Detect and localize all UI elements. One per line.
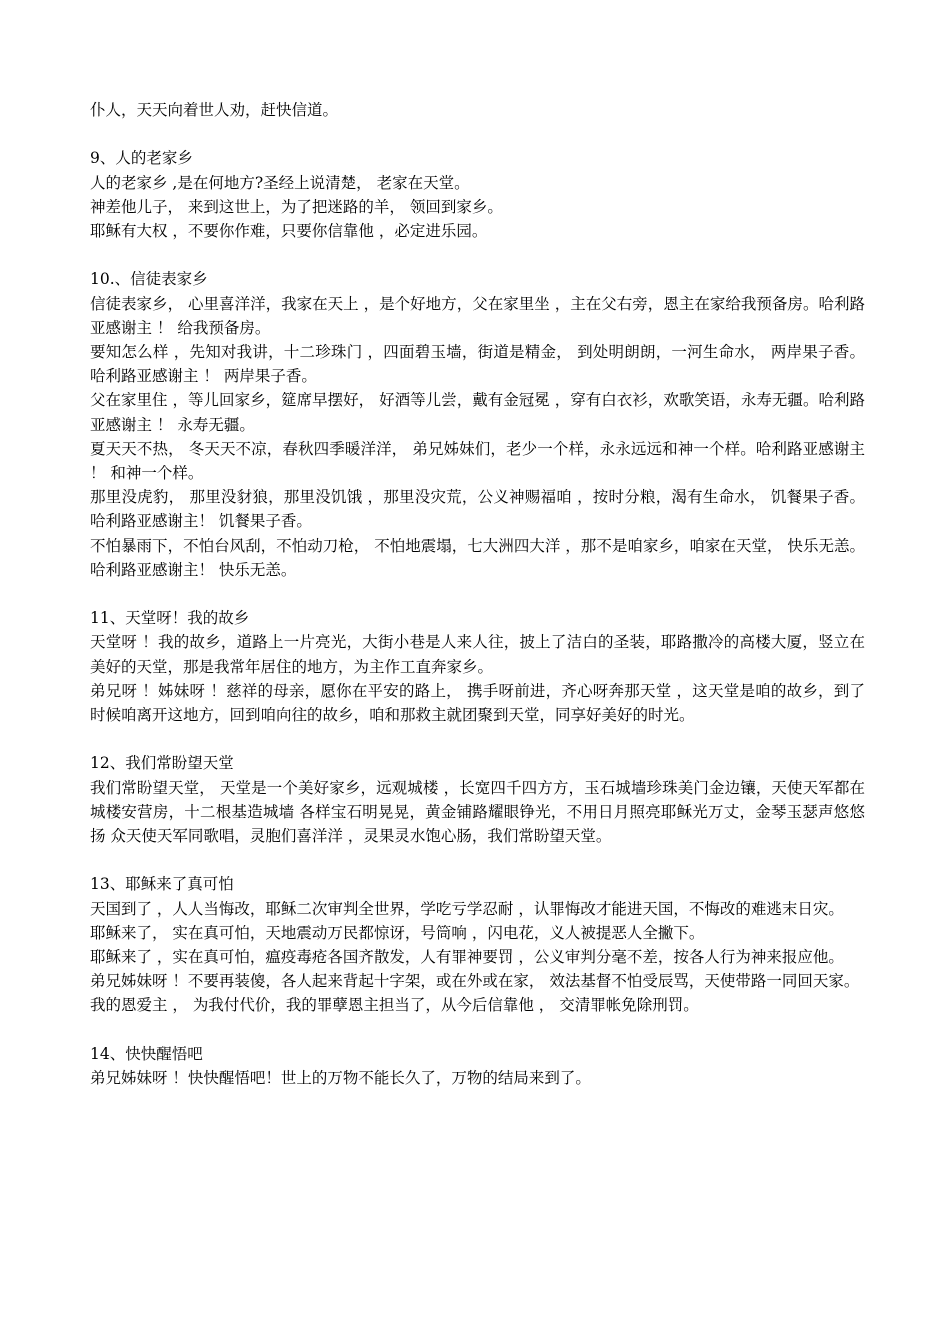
paragraph: 弟兄姊妹呀 ！快快醒悟吧！世上的万物不能长久了，万物的结局来到了。	[90, 1069, 591, 1088]
paragraph: 我的恩爱主 ， 为我付代价，我的罪孽恩主担当了，从今后信靠他 ， 交清罪帐免除刑罚。	[90, 996, 699, 1015]
paragraph: 弟兄呀 ！姊妹呀 ！慈祥的母亲，愿你在平安的路上， 携手呀前进，齐心呀奔那天堂 ，这天堂是咱的故乡，到了时候咱离开这地方，回到咱向往的故乡，咱和那救主就团聚到天堂，同享好美好的时光。	[90, 681, 865, 725]
section-heading: 9、人的老家乡	[90, 149, 193, 168]
paragraph: 仆人，天天向着世人劝，赶快信道。	[90, 101, 339, 119]
paragraph: 父在家里住 ，等儿回家乡，筵席早摆好， 好酒等儿尝，戴有金冠冕 ，穿有白衣衫，欢歌笑语，永寿无疆。哈利路亚感谢主 ！ 永寿无疆。	[90, 391, 865, 434]
section-heading: 12、我们常盼望天堂	[90, 754, 234, 773]
document-page	[90, 98, 865, 1090]
paragraph: 那里没虎豹， 那里没豺狼，那里没饥饿 ，那里没灾荒，公义神赐福咱 ，按时分粮，渴有生命水， 饥餐果子香。哈利路亚感谢主！ 饥餐果子香。	[90, 488, 865, 531]
paragraph: 神差他儿子， 来到这世上，为了把迷路的羊， 领回到家乡。	[90, 197, 503, 216]
paragraph: 信徒表家乡， 心里喜洋洋，我家在天上 ，是个好地方，父在家里坐 ，主在父右旁，恩主在家给我预备房。哈利路亚感谢主 ！ 给我预备房。	[90, 294, 865, 337]
paragraph: 夏天天不热， 冬天天不凉，春秋四季暖洋洋， 弟兄姊妹们，老少一个样，永永远远和神一个样。哈利路亚感谢主 ！ 和神一个样。	[90, 439, 865, 483]
paragraph: 天堂呀 ！我的故乡，道路上一片亮光，大街小巷是人来人往，披上了洁白的圣装，耶路撒冷的高楼大厦，竖立在美好的天堂，那是我常年居住的地方，为主作工直奔家乡。	[90, 633, 865, 676]
section-heading: 10.、信徒表家乡	[90, 270, 208, 289]
paragraph: 弟兄姊妹呀 ！不要再装傻，各人起来背起十字架，或在外或在家， 效法基督不怕受辰骂，天使带路一同回天家。	[90, 972, 860, 991]
paragraph: 天国到了 ，人人当悔改，耶稣二次审判全世界，学吃亏学忍耐 ，认罪悔改才能进天国，不悔改的难逃末日灾。	[90, 899, 844, 918]
paragraph: 耶稣来了， 实在真可怕，天地震动万民都惊讶，号筒响 ，闪电花，义人被提恶人全撇下。	[90, 923, 705, 942]
paragraph: 不怕暴雨下，不怕台风刮，不怕动刀枪， 不怕地震塌，七大洲四大洋 ，那不是咱家乡，咱家在天堂， 快乐无恙。哈利路亚感谢主！ 快乐无恙。	[90, 536, 865, 579]
paragraph: 我们常盼望天堂， 天堂是一个美好家乡，远观城楼 ，长宽四千四方方，玉石城墙珍珠美门金边镶，天使天军都在城楼安营房，十二根基造城墙 各样宝石明晃晃，黄金铺路耀眼铮光，不用日月照亮耶稣光万丈，金琴玉瑟声悠悠扬 众天使天军同歌唱，灵胞们喜洋洋 ，灵果灵水饱心肠，我们常盼望天堂。	[90, 778, 865, 846]
paragraph: 人的老家乡 ,是在何地方?圣经上说清楚， 老家在天堂。	[90, 173, 470, 192]
section-heading: 11、天堂呀！我的故乡	[90, 609, 250, 628]
paragraph: 耶稣来了 ，实在真可怕，瘟疫毒疮各国齐散发，人有罪神要罚 ，公义审判分毫不差，按各人行为神来报应他。	[90, 948, 844, 967]
section-heading: 13、耶稣来了真可怕	[90, 875, 234, 894]
paragraph: 耶稣有大权 ，不要你作难，只要你信靠他 ，必定进乐园。	[90, 222, 488, 240]
section-heading: 14、快快醒悟吧	[90, 1044, 203, 1063]
paragraph: 要知怎么样 ，先知对我讲，十二珍珠门 ，四面碧玉墙，街道是精金， 到处明朗朗，一河生命水， 两岸果子香。哈利路亚感谢主 ！ 两岸果子香。	[90, 343, 865, 386]
